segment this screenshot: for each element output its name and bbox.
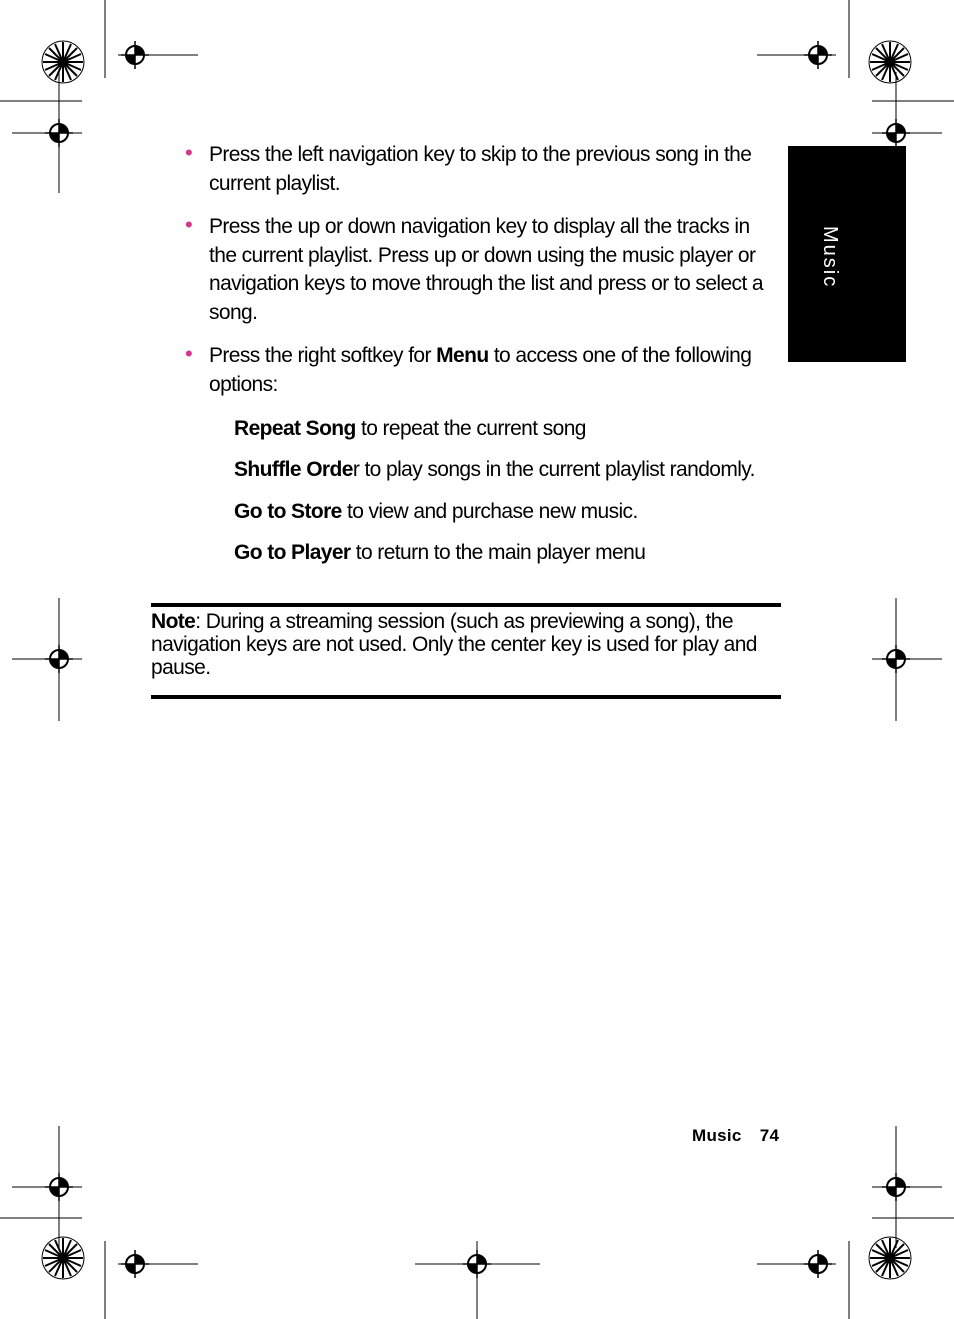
page-footer bbox=[692, 1126, 779, 1146]
option-description: r to play songs in the current playlist randomly. bbox=[352, 458, 755, 481]
bullet-dot-icon: • bbox=[185, 341, 193, 366]
option-shuffle-order bbox=[234, 456, 755, 484]
option-repeat-song bbox=[234, 415, 586, 443]
note-block bbox=[151, 610, 781, 679]
option-name: Shuffle Orde bbox=[234, 458, 353, 481]
option-name: Repeat Song bbox=[234, 417, 356, 440]
note-top-rule bbox=[151, 603, 781, 607]
note-text: : During a streaming session (such as previewing a song), the navigation keys are not used. Only the center key is used for play and pause. bbox=[151, 610, 757, 679]
option-description: to view and purchase new music. bbox=[341, 500, 638, 523]
menu-keyword: Menu bbox=[436, 344, 489, 367]
page-number: 74 bbox=[759, 1126, 780, 1145]
option-name: Go to Store bbox=[234, 500, 342, 523]
option-description: to repeat the current song bbox=[355, 417, 586, 440]
section-side-tab bbox=[788, 146, 906, 362]
option-go-to-player bbox=[234, 539, 645, 567]
option-name: Go to Player bbox=[234, 541, 351, 564]
bullet-dot-icon: • bbox=[185, 140, 193, 165]
option-description: to return to the main player menu bbox=[350, 541, 646, 564]
bullet-item-3-post: to access one of the following options: bbox=[209, 344, 752, 396]
bullet-dot-icon: • bbox=[185, 212, 193, 237]
bullet-item-2: Press the up or down navigation key to display all the tracks in the current playlist. Press up or down using the music player or navigation keys to move through the list and press or to select a song. bbox=[209, 215, 763, 324]
note-bottom-rule bbox=[151, 695, 781, 699]
footer-section: Music bbox=[692, 1126, 742, 1145]
option-go-to-store bbox=[234, 498, 638, 526]
bullet-item-1: Press the left navigation key to skip to the previous song in the current playlist. bbox=[209, 143, 752, 195]
section-side-tab-label: Music bbox=[819, 226, 841, 289]
bullet-item-3-pre: Press the right softkey for bbox=[209, 344, 437, 367]
bullet-item-3 bbox=[209, 342, 769, 399]
note-label: Note bbox=[151, 610, 196, 633]
